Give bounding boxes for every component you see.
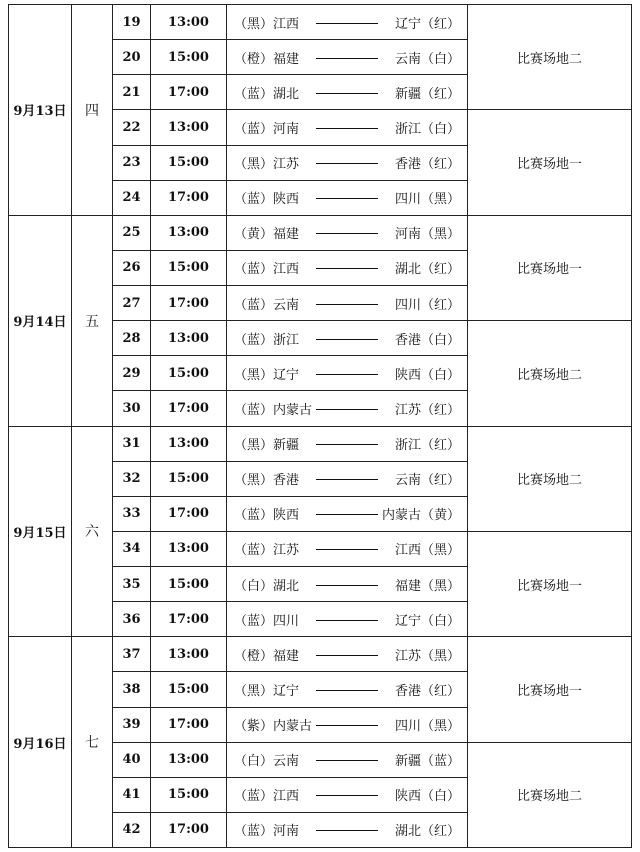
versus-line bbox=[316, 58, 378, 59]
home-team: （蓝）四川 bbox=[234, 613, 300, 629]
venue-cell: 比赛场地二 bbox=[468, 426, 632, 531]
home-team: （蓝）云南 bbox=[234, 297, 300, 313]
match-number: 32 bbox=[113, 461, 151, 496]
versus-line bbox=[316, 725, 378, 726]
away-team: 内蒙古（黄） bbox=[382, 508, 461, 524]
versus-line bbox=[316, 374, 378, 375]
matchup-cell bbox=[227, 215, 468, 250]
match-time: 15:00 bbox=[151, 777, 227, 812]
versus-line bbox=[316, 198, 378, 199]
matchup-cell bbox=[227, 602, 468, 637]
matchup-cell bbox=[227, 531, 468, 566]
matchup-cell bbox=[227, 5, 468, 40]
away-team: 陕西（白） bbox=[394, 789, 460, 805]
match-time: 15:00 bbox=[151, 145, 227, 180]
home-team: （蓝）浙江 bbox=[234, 332, 300, 348]
away-team: 云南（白） bbox=[394, 51, 460, 67]
match-number: 21 bbox=[113, 75, 151, 110]
matchup bbox=[227, 434, 467, 453]
venue-cell: 比赛场地二 bbox=[468, 742, 632, 847]
matchup bbox=[227, 364, 467, 383]
match-number: 37 bbox=[113, 637, 151, 672]
away-team: 浙江（红） bbox=[394, 438, 460, 454]
matchup bbox=[227, 223, 467, 242]
weekday-cell: 五 bbox=[72, 215, 113, 426]
match-number: 20 bbox=[113, 40, 151, 75]
matchup-cell bbox=[227, 286, 468, 321]
matchup-cell bbox=[227, 110, 468, 145]
home-team: （蓝）陕西 bbox=[234, 508, 300, 524]
home-team: （蓝）江西 bbox=[234, 262, 300, 278]
match-number: 26 bbox=[113, 250, 151, 285]
matchup bbox=[227, 329, 467, 348]
away-team: 江苏（红） bbox=[394, 402, 460, 418]
match-time: 15:00 bbox=[151, 356, 227, 391]
away-team: 新疆（蓝） bbox=[394, 754, 460, 770]
away-team: 河南（黑） bbox=[394, 227, 460, 243]
match-number: 24 bbox=[113, 180, 151, 215]
match-number: 25 bbox=[113, 215, 151, 250]
schedule-table bbox=[8, 4, 632, 848]
home-team: （蓝）江苏 bbox=[234, 543, 300, 559]
home-team: （紫）内蒙古 bbox=[234, 719, 313, 735]
match-row bbox=[9, 637, 632, 672]
matchup bbox=[227, 294, 467, 313]
home-team: （蓝）河南 bbox=[234, 121, 300, 137]
venue-cell: 比赛场地一 bbox=[468, 531, 632, 636]
versus-line bbox=[316, 339, 378, 340]
matchup bbox=[227, 680, 467, 699]
versus-line bbox=[316, 830, 378, 831]
matchup bbox=[227, 153, 467, 172]
match-time: 15:00 bbox=[151, 250, 227, 285]
matchup-cell bbox=[227, 567, 468, 602]
versus-line bbox=[316, 23, 378, 24]
match-time: 13:00 bbox=[151, 742, 227, 777]
away-team: 江西（黑） bbox=[394, 543, 460, 559]
match-time: 17:00 bbox=[151, 75, 227, 110]
versus-line bbox=[316, 409, 378, 410]
match-time: 15:00 bbox=[151, 40, 227, 75]
away-team: 香港（白） bbox=[394, 332, 460, 348]
away-team: 福建（黑） bbox=[394, 578, 460, 594]
matchup-cell bbox=[227, 637, 468, 672]
versus-line bbox=[316, 585, 378, 586]
matchup-cell bbox=[227, 496, 468, 531]
versus-line bbox=[316, 163, 378, 164]
matchup bbox=[227, 469, 467, 488]
versus-line bbox=[316, 549, 378, 550]
matchup bbox=[227, 258, 467, 277]
matchup-cell bbox=[227, 742, 468, 777]
match-time: 13:00 bbox=[151, 321, 227, 356]
match-time: 13:00 bbox=[151, 110, 227, 145]
match-number: 39 bbox=[113, 707, 151, 742]
away-team: 辽宁（红） bbox=[394, 16, 460, 32]
matchup-cell bbox=[227, 321, 468, 356]
matchup bbox=[227, 645, 467, 664]
match-time: 17:00 bbox=[151, 812, 227, 847]
match-time: 17:00 bbox=[151, 707, 227, 742]
versus-line bbox=[316, 268, 378, 269]
match-number: 28 bbox=[113, 321, 151, 356]
match-number: 40 bbox=[113, 742, 151, 777]
matchup-cell bbox=[227, 461, 468, 496]
home-team: （蓝）河南 bbox=[234, 824, 300, 840]
away-team: 四川（黑） bbox=[394, 719, 460, 735]
match-time: 17:00 bbox=[151, 180, 227, 215]
matchup-cell bbox=[227, 75, 468, 110]
away-team: 香港（红） bbox=[394, 683, 460, 699]
matchup-cell bbox=[227, 391, 468, 426]
home-team: （黄）福建 bbox=[234, 227, 300, 243]
matchup bbox=[227, 575, 467, 594]
matchup bbox=[227, 188, 467, 207]
away-team: 香港（红） bbox=[394, 157, 460, 173]
match-time: 15:00 bbox=[151, 461, 227, 496]
matchup bbox=[227, 750, 467, 769]
away-team: 湖北（红） bbox=[394, 262, 460, 278]
home-team: （蓝）江西 bbox=[234, 789, 300, 805]
date-cell: 9月14日 bbox=[9, 215, 72, 426]
match-time: 13:00 bbox=[151, 215, 227, 250]
venue-cell: 比赛场地二 bbox=[468, 321, 632, 426]
home-team: （黑）香港 bbox=[234, 473, 300, 489]
matchup bbox=[227, 399, 467, 418]
match-number: 38 bbox=[113, 672, 151, 707]
versus-line bbox=[316, 690, 378, 691]
date-cell: 9月16日 bbox=[9, 637, 72, 848]
away-team: 新疆（红） bbox=[394, 86, 460, 102]
matchup bbox=[227, 504, 467, 523]
date-cell: 9月15日 bbox=[9, 426, 72, 637]
match-number: 27 bbox=[113, 286, 151, 321]
date-cell: 9月13日 bbox=[9, 5, 72, 216]
home-team: （橙）福建 bbox=[234, 51, 300, 67]
matchup-cell bbox=[227, 145, 468, 180]
weekday-cell: 四 bbox=[72, 5, 113, 216]
home-team: （黑）辽宁 bbox=[234, 683, 300, 699]
versus-line bbox=[316, 514, 378, 515]
match-row bbox=[9, 5, 632, 40]
venue-cell: 比赛场地一 bbox=[468, 110, 632, 215]
match-row bbox=[9, 215, 632, 250]
versus-line bbox=[316, 304, 378, 305]
match-time: 13:00 bbox=[151, 5, 227, 40]
weekday-cell: 六 bbox=[72, 426, 113, 637]
matchup bbox=[227, 118, 467, 137]
match-time: 17:00 bbox=[151, 496, 227, 531]
home-team: （蓝）陕西 bbox=[234, 192, 300, 208]
matchup-cell bbox=[227, 672, 468, 707]
match-time: 15:00 bbox=[151, 567, 227, 602]
versus-line bbox=[316, 479, 378, 480]
venue-cell: 比赛场地一 bbox=[468, 637, 632, 742]
matchup-cell bbox=[227, 707, 468, 742]
home-team: （黑）江西 bbox=[234, 16, 300, 32]
versus-line bbox=[316, 655, 378, 656]
away-team: 陕西（白） bbox=[394, 367, 460, 383]
matchup-cell bbox=[227, 180, 468, 215]
versus-line bbox=[316, 128, 378, 129]
match-number: 33 bbox=[113, 496, 151, 531]
match-time: 17:00 bbox=[151, 602, 227, 637]
match-number: 42 bbox=[113, 812, 151, 847]
home-team: （黑）新疆 bbox=[234, 438, 300, 454]
match-time: 17:00 bbox=[151, 391, 227, 426]
matchup bbox=[227, 13, 467, 32]
matchup bbox=[227, 820, 467, 839]
versus-line bbox=[316, 444, 378, 445]
match-number: 22 bbox=[113, 110, 151, 145]
matchup bbox=[227, 610, 467, 629]
versus-line bbox=[316, 760, 378, 761]
away-team: 云南（红） bbox=[394, 473, 460, 489]
matchup bbox=[227, 539, 467, 558]
away-team: 江苏（黑） bbox=[394, 648, 460, 664]
away-team: 辽宁（白） bbox=[394, 613, 460, 629]
matchup bbox=[227, 48, 467, 67]
matchup-cell bbox=[227, 356, 468, 391]
away-team: 四川（红） bbox=[394, 297, 460, 313]
match-number: 19 bbox=[113, 5, 151, 40]
matchup-cell bbox=[227, 777, 468, 812]
match-row bbox=[9, 426, 632, 461]
venue-cell: 比赛场地一 bbox=[468, 215, 632, 320]
match-number: 23 bbox=[113, 145, 151, 180]
match-number: 36 bbox=[113, 602, 151, 637]
versus-line bbox=[316, 93, 378, 94]
matchup bbox=[227, 785, 467, 804]
versus-line bbox=[316, 233, 378, 234]
home-team: （蓝）内蒙古 bbox=[234, 402, 313, 418]
match-time: 13:00 bbox=[151, 531, 227, 566]
matchup bbox=[227, 715, 467, 734]
matchup-cell bbox=[227, 812, 468, 847]
versus-line bbox=[316, 620, 378, 621]
home-team: （蓝）湖北 bbox=[234, 86, 300, 102]
venue-cell: 比赛场地二 bbox=[468, 5, 632, 110]
away-team: 湖北（红） bbox=[394, 824, 460, 840]
home-team: （白）湖北 bbox=[234, 578, 300, 594]
match-time: 17:00 bbox=[151, 286, 227, 321]
versus-line bbox=[316, 795, 378, 796]
match-number: 34 bbox=[113, 531, 151, 566]
weekday-cell: 七 bbox=[72, 637, 113, 848]
match-number: 31 bbox=[113, 426, 151, 461]
home-team: （白）云南 bbox=[234, 754, 300, 770]
away-team: 浙江（白） bbox=[394, 121, 460, 137]
home-team: （黑）江苏 bbox=[234, 157, 300, 173]
matchup-cell bbox=[227, 426, 468, 461]
match-number: 35 bbox=[113, 567, 151, 602]
match-number: 29 bbox=[113, 356, 151, 391]
match-time: 13:00 bbox=[151, 426, 227, 461]
home-team: （黑）辽宁 bbox=[234, 367, 300, 383]
home-team: （橙）福建 bbox=[234, 648, 300, 664]
matchup-cell bbox=[227, 40, 468, 75]
matchup bbox=[227, 83, 467, 102]
match-time: 13:00 bbox=[151, 637, 227, 672]
match-number: 30 bbox=[113, 391, 151, 426]
away-team: 四川（黑） bbox=[394, 192, 460, 208]
matchup-cell bbox=[227, 250, 468, 285]
match-number: 41 bbox=[113, 777, 151, 812]
match-time: 15:00 bbox=[151, 672, 227, 707]
